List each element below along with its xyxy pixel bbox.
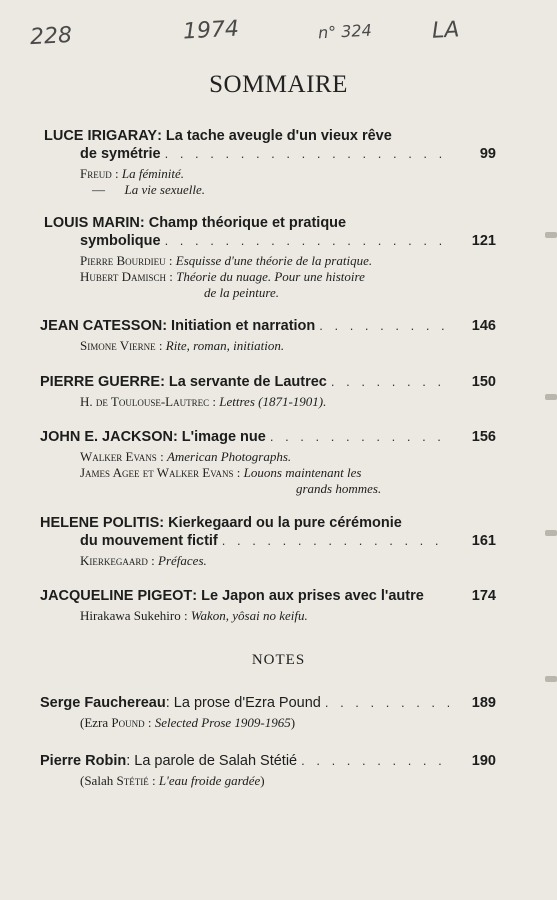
entry-heading xyxy=(40,127,496,145)
page-number: 161 xyxy=(471,533,496,549)
entry-author: LOUIS MARIN xyxy=(44,215,140,231)
reference-line-cont: de la peinture. xyxy=(204,285,279,300)
toc-entry xyxy=(40,127,496,198)
reference-line: Pierre Bourdieu : Esquisse d'une théorie de la pratique. xyxy=(80,253,373,268)
leader-dots xyxy=(165,145,450,163)
leader-dots xyxy=(301,752,450,770)
toc-entry xyxy=(40,214,496,301)
entry-heading xyxy=(40,428,496,446)
note-title: : La parole de Salah Stétié xyxy=(126,753,298,769)
note-entry xyxy=(40,694,496,731)
reference-line: — La vie sexuelle. xyxy=(92,182,205,197)
entry-title: : L'image nue xyxy=(172,429,266,445)
binding-mark xyxy=(545,676,557,682)
reference-line: Hubert Damisch : Théorie du nuage. Pour une histoire xyxy=(80,269,365,284)
page-number: 189 xyxy=(471,695,496,711)
entry-heading xyxy=(40,373,496,391)
page-title: SOMMAIRE xyxy=(209,71,348,98)
leader-dots xyxy=(270,428,450,446)
reference-line: Walker Evans : American Photographs. xyxy=(80,449,292,464)
page-number: 190 xyxy=(471,753,496,769)
entry-title-cont: du mouvement fictif . . . 161 xyxy=(40,532,496,550)
entry-author: PIERRE GUERRE xyxy=(40,374,161,390)
note-heading xyxy=(40,752,496,770)
page-number: 99 xyxy=(479,146,496,162)
handwritten-note-left: 228 xyxy=(29,22,73,51)
page-number: 156 xyxy=(471,429,496,445)
note-author: Serge Fauchereau xyxy=(40,695,166,711)
reference-line: (Salah Stétié : L'eau froide gardée) xyxy=(80,773,265,788)
reference-line: James Agee et Walker Evans : Louons maintenant les xyxy=(80,465,362,480)
binding-mark xyxy=(545,530,557,536)
page-number: 121 xyxy=(471,233,496,249)
entry-author: JOHN E. JACKSON xyxy=(40,429,173,445)
entry-author: HELENE POLITIS xyxy=(40,515,160,531)
reference-line-cont: grands hommes. xyxy=(296,481,382,496)
binding-mark xyxy=(545,394,557,400)
entry-title: : La servante de Lautrec xyxy=(160,374,327,390)
entry-heading xyxy=(40,317,496,335)
entry-author: LUCE IRIGARAY xyxy=(44,128,158,144)
reference-line: Freud : La féminité. xyxy=(80,166,184,181)
entry-title: : La tache aveugle d'un vieux rêve xyxy=(157,128,392,144)
leader-dots xyxy=(165,232,450,250)
handwritten-issue: n° 324 xyxy=(317,20,373,43)
reference-line: H. de Toulouse-Lautrec : Lettres (1871-1901). xyxy=(80,394,327,409)
leader-dots xyxy=(222,532,450,550)
entry-author: JACQUELINE PIGEOT xyxy=(40,588,193,604)
note-title: : La prose d'Ezra Pound xyxy=(165,695,321,711)
entry-title-cont: de symétrie . . . 99 xyxy=(40,145,496,163)
toc-entry xyxy=(40,587,496,624)
entry-title: : Kierkegaard ou la pure cérémonie xyxy=(159,515,402,531)
leader-dots xyxy=(325,694,450,712)
entry-heading xyxy=(40,214,496,232)
reference-line: Kierkegaard : Préfaces. xyxy=(80,553,207,568)
note-heading xyxy=(40,694,496,712)
page-number: 174 xyxy=(471,588,496,604)
notes-heading: NOTES xyxy=(251,652,306,668)
handwritten-year: 1974 xyxy=(182,16,240,45)
page-number: 150 xyxy=(471,374,496,390)
entry-title: : Le Japon aux prises avec l'autre xyxy=(192,588,424,604)
entry-title-cont: symbolique . . . 121 xyxy=(40,232,496,250)
reference-line: Simone Vierne : Rite, roman, initiation. xyxy=(80,338,285,353)
reference-line: (Ezra Pound : Selected Prose 1909-1965) xyxy=(80,715,296,730)
entry-author: JEAN CATESSON xyxy=(40,318,163,334)
toc-entry xyxy=(40,317,496,354)
handwritten-initials: LA xyxy=(431,17,460,44)
toc-entry xyxy=(40,373,496,410)
reference-line: Hirakawa Sukehiro : Wakon, yôsai no keifu. xyxy=(80,608,308,623)
page-number: 146 xyxy=(471,318,496,334)
note-entry xyxy=(40,752,496,789)
note-author: Pierre Robin xyxy=(40,753,127,769)
entry-title: : Champ théorique et pratique xyxy=(139,215,347,231)
binding-mark xyxy=(545,232,557,238)
toc-entry xyxy=(40,514,496,569)
entry-heading xyxy=(40,587,496,605)
leader-dots xyxy=(319,317,450,335)
entry-heading xyxy=(40,514,496,532)
leader-dots xyxy=(331,373,450,391)
toc-entry xyxy=(40,428,496,497)
entry-title: : Initiation et narration xyxy=(162,318,316,334)
